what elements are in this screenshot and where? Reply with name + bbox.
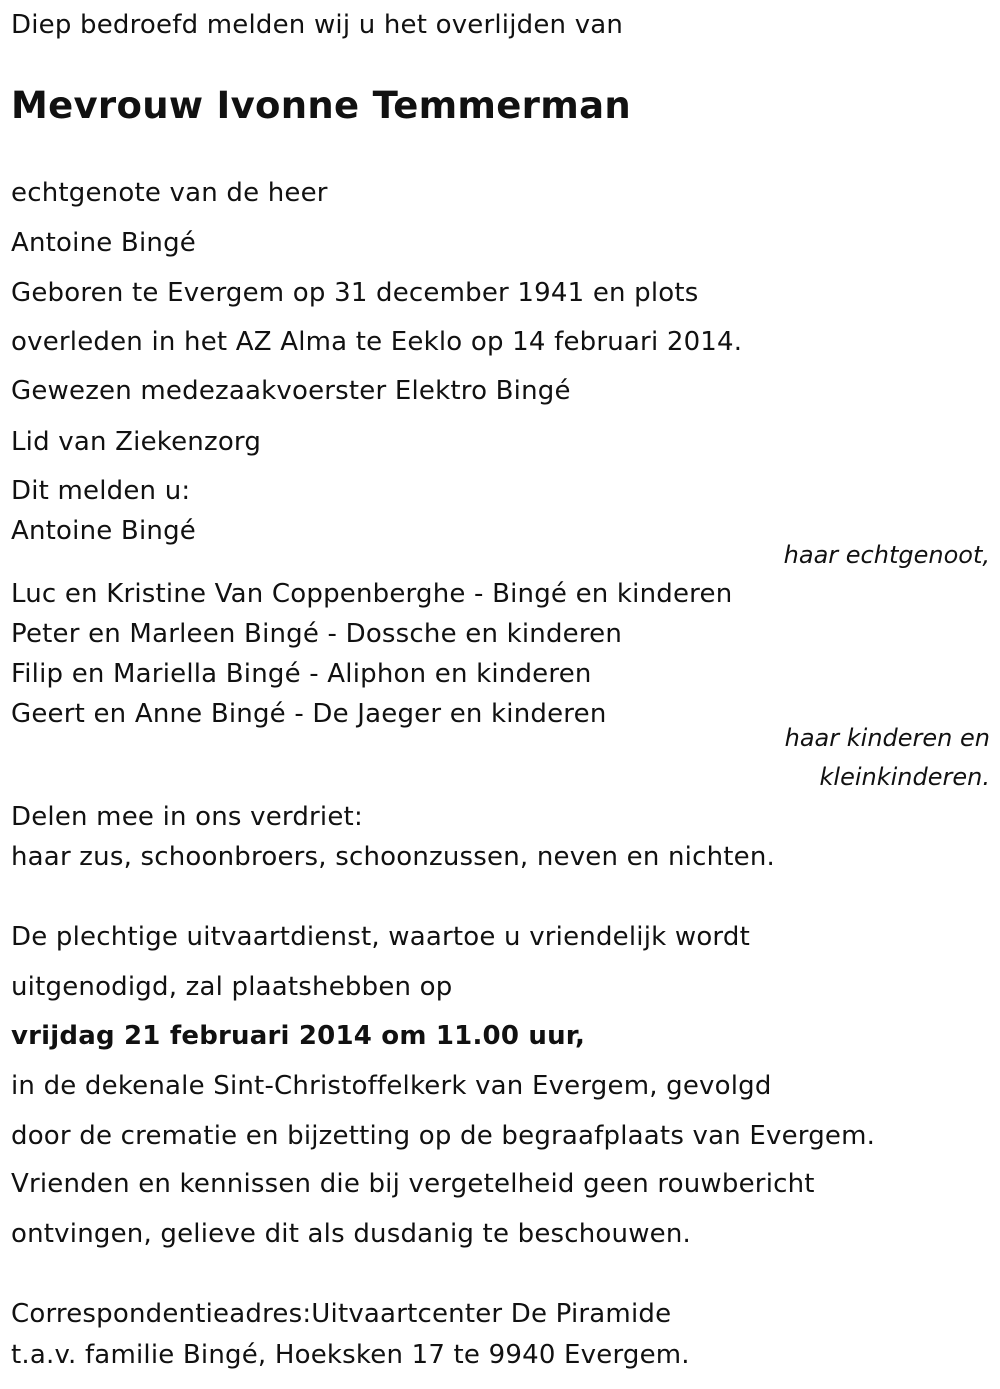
spouse-name: Antoine Bingé	[11, 516, 196, 546]
service-line-3: in de dekenale Sint-Christoffelkerk van Evergem, gevolgd	[11, 1071, 772, 1101]
service-line-5: Vrienden en kennissen die bij vergetelheid geen rouwbericht	[11, 1169, 815, 1199]
child-line-4: Geert en Anne Bingé - De Jaeger en kinderen	[11, 699, 607, 729]
children-role-2: kleinkinderen.	[819, 763, 990, 791]
bio-line-1: echtgenote van de heer	[11, 178, 328, 208]
bio-line-5: Gewezen medezaakvoerster Elektro Bingé	[11, 376, 571, 406]
child-line-2: Peter en Marleen Bingé - Dossche en kinderen	[11, 619, 623, 649]
sharing-text: haar zus, schoonbroers, schoonzussen, neven en nichten.	[11, 842, 775, 872]
correspondence-line-2: t.a.v. familie Bingé, Hoeksken 17 te 9940 Evergem.	[11, 1340, 690, 1370]
deceased-name: Mevrouw Ivonne Temmerman	[11, 84, 631, 127]
service-line-1: De plechtige uitvaartdienst, waartoe u vriendelijk wordt	[11, 922, 750, 952]
intro-text: Diep bedroefd melden wij u het overlijden van	[11, 10, 624, 40]
bio-line-4: overleden in het AZ Alma te Eeklo op 14 februari 2014.	[11, 327, 743, 357]
bio-line-3: Geboren te Evergem op 31 december 1941 en plots	[11, 278, 699, 308]
service-line-6: ontvingen, gelieve dit als dusdanig te beschouwen.	[11, 1219, 692, 1249]
service-date: vrijdag 21 februari 2014 om 11.00 uur,	[11, 1021, 586, 1051]
service-line-4: door de crematie en bijzetting op de begraafplaats van Evergem.	[11, 1121, 876, 1151]
correspondence-line-1: Correspondentieadres:Uitvaartcenter De Piramide	[11, 1299, 672, 1329]
announcers-heading: Dit melden u:	[11, 476, 191, 506]
bio-line-6: Lid van Ziekenzorg	[11, 427, 262, 457]
child-line-1: Luc en Kristine Van Coppenberghe - Bingé en kinderen	[11, 579, 733, 609]
child-line-3: Filip en Mariella Bingé - Aliphon en kinderen	[11, 659, 592, 689]
sharing-heading: Delen mee in ons verdriet:	[11, 802, 363, 832]
bio-line-2: Antoine Bingé	[11, 228, 196, 258]
service-line-2: uitgenodigd, zal plaatshebben op	[11, 972, 453, 1002]
spouse-role: haar echtgenoot,	[783, 541, 990, 569]
children-role-1: haar kinderen en	[784, 724, 990, 752]
